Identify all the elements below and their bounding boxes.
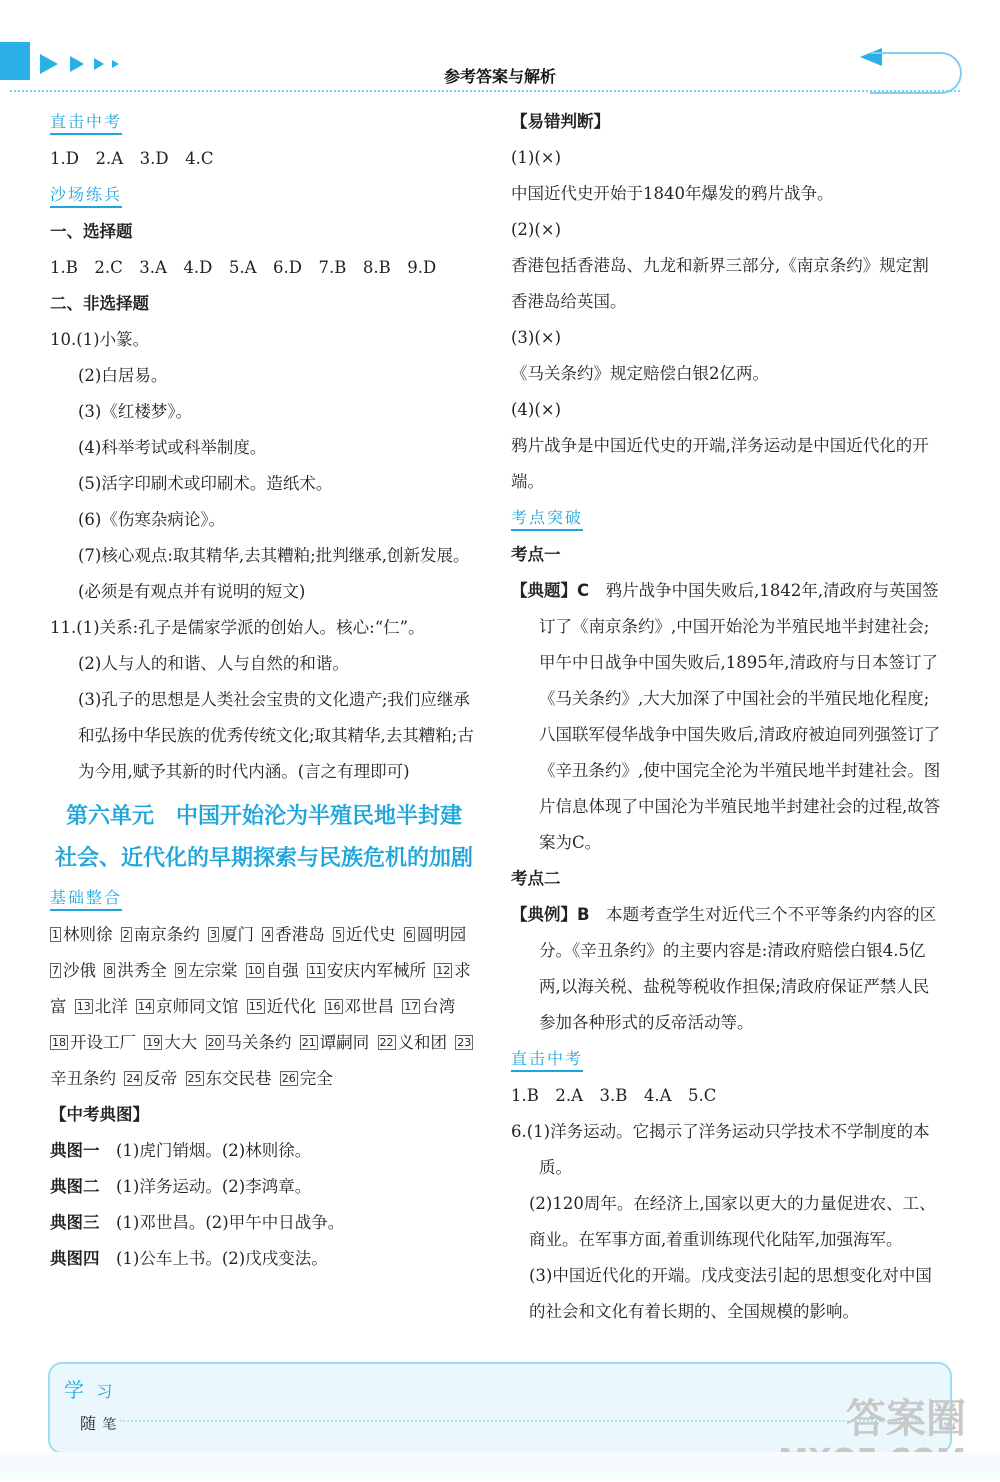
left-column (50, 104, 478, 1277)
blank-number: 21 (301, 1036, 316, 1049)
blank-answer: 南京条约 (133, 925, 200, 944)
fill-blank-item (121, 925, 200, 944)
fill-blank-item (208, 925, 254, 944)
blank-number: 7 (52, 964, 59, 977)
answer-item: 11.(1)关系:孔子是儒家学派的创始人。核心:“仁”。 (50, 618, 425, 637)
typical-figure-label: 典图四 (50, 1249, 100, 1268)
blank-number: 2 (122, 928, 130, 941)
blank-number: 26 (281, 1072, 296, 1085)
error-mark: (4)(×) (511, 400, 562, 419)
header-divider (10, 90, 960, 92)
error-text: 香港包括香港岛、九龙和新界三部分,《南京条约》规定割香港岛给英国。 (511, 256, 929, 311)
blank-answer: 反帝 (144, 1069, 178, 1088)
blank-answer: 台湾 (422, 997, 456, 1016)
blank-answer: 义和团 (397, 1033, 447, 1052)
part-heading: 二、非选择题 (50, 294, 149, 313)
typical-figure-row (50, 1241, 478, 1277)
blank-answer: 辛丑条约 (50, 1069, 116, 1088)
notes-char: 笔 (102, 1417, 117, 1433)
fill-blank-item (325, 997, 395, 1016)
answer-item: (5)活字印刷术或印刷术。造纸术。 (78, 474, 333, 493)
example-label: 【典题】C (511, 581, 590, 600)
answers-line: 1.D 2.A 3.D 4.C (50, 149, 214, 168)
fill-blank-item (124, 1069, 177, 1088)
answers-line: 1.B 2.A 3.B 4.A 5.C (511, 1086, 717, 1105)
typical-figure-label: 典图一 (50, 1141, 100, 1160)
unit-title: 社会、近代化的早期探索与民族危机的加剧 (54, 846, 473, 871)
blank-answer: 林则徐 (63, 925, 113, 944)
section-heading: 考点突破 (511, 507, 583, 531)
blank-answer: 东交民巷 (205, 1069, 272, 1088)
blank-number: 8 (106, 964, 114, 977)
section-heading: 沙场练兵 (50, 184, 122, 208)
error-mark: (2)(×) (511, 220, 562, 239)
fill-blank-item (378, 1033, 448, 1052)
key-point-heading: 考点二 (511, 869, 561, 888)
error-judgment-heading: 【易错判断】 (511, 112, 610, 131)
fill-blank-item (300, 1033, 370, 1052)
fill-blank-item (404, 925, 467, 944)
blank-number: 16 (326, 1000, 341, 1013)
fill-blank-item (175, 961, 238, 980)
answer-item: (2)120周年。在经济上,国家以更大的力量促进农、工、商业。在军事方面,着重训练现代化陆军,加强海军。 (529, 1194, 936, 1249)
fill-blank-item (402, 997, 455, 1016)
blank-number: 18 (52, 1036, 66, 1049)
answer-item: (2)白居易。 (78, 366, 168, 385)
blank-answer: 厦门 (221, 925, 254, 944)
fill-blank-item (333, 925, 396, 944)
blank-number: 15 (248, 1000, 263, 1013)
example-question (511, 897, 941, 1041)
error-text: 鸦片战争是中国近代史的开端,洋务运动是中国近代化的开端。 (511, 436, 929, 491)
example-explanation: 鸦片战争中国失败后,1842年,清政府与英国签订了《南京条约》,中国开始沦为半殖民地半封建社会;甲午中日战争中国失败后,1895年,清政府与日本签订了《马关条约》,大大加深了中国社会的半殖民地化程度;八国联军侵华战争中国失败后,清政府被迫同列强签订了《辛丑条约》,使中国完全沦为半殖民地半封建社会。图片信息体现了中国沦为半殖民地半封建社会的过程,故答案为C。 (539, 581, 941, 852)
notes-char: 学 (64, 1378, 84, 1402)
blank-number: 24 (126, 1072, 141, 1085)
fill-blank-item (50, 925, 113, 944)
fill-blank-item (307, 961, 426, 980)
error-text: 《马关条约》规定赔偿白银2亿两。 (511, 364, 769, 383)
notes-label (64, 1375, 116, 1440)
notes-char: 习 (96, 1382, 113, 1401)
error-mark: (1)(×) (511, 148, 562, 167)
typical-figures-heading: 【中考典图】 (50, 1105, 149, 1124)
blank-number: 6 (405, 928, 413, 941)
blank-number: 9 (177, 964, 184, 977)
key-point-heading: 考点一 (511, 545, 561, 564)
bottom-band (0, 1452, 1000, 1479)
example-explanation: 本题考查学生对近代三个不平等条约内容的区分。《辛丑条约》的主要内容是:清政府赔偿白银4.5亿两,以海关税、盐税等税收作担保;清政府保证严禁人民参加各种形式的反帝活动等。 (539, 905, 937, 1032)
blank-answer: 谭嗣同 (319, 1033, 370, 1052)
blank-number: 3 (210, 928, 217, 941)
answers-line: 1.B 2.C 3.A 4.D 5.A 6.D 7.B 8.B 9.D (50, 258, 437, 277)
typical-figure-text: (1)洋务运动。(2)李鸿章。 (116, 1177, 312, 1196)
blank-answer: 邓世昌 (344, 997, 394, 1016)
right-column (511, 104, 941, 1330)
blank-number: 23 (457, 1036, 472, 1049)
blank-answer: 大大 (164, 1033, 198, 1052)
blank-answer: 沙俄 (63, 961, 96, 980)
fill-blank-item (144, 1033, 197, 1052)
blank-answer: 圆明园 (416, 925, 467, 944)
answer-item: (2)人与人的和谐、人与自然的和谐。 (78, 654, 349, 673)
blank-answer: 北洋 (94, 997, 128, 1016)
fill-blank-item (280, 1069, 333, 1088)
answer-item: 6.(1)洋务运动。它揭示了洋务运动只学技术不学制度的本质。 (511, 1122, 930, 1177)
fill-blank-item (186, 1069, 272, 1088)
fill-blank-item (75, 997, 128, 1016)
blank-answer: 完全 (299, 1069, 333, 1088)
blank-answer: 左宗棠 (188, 961, 238, 980)
notes-char: 随 (80, 1414, 97, 1433)
blank-number: 1 (52, 928, 59, 941)
blank-number: 11 (309, 964, 323, 977)
blank-answer: 开设工厂 (70, 1033, 136, 1052)
error-mark: (3)(×) (511, 328, 562, 347)
typical-figure-text: (1)虎门销烟。(2)林则徐。 (116, 1141, 312, 1160)
section-heading: 基础整合 (50, 887, 122, 911)
blank-number: 17 (404, 1000, 419, 1013)
answer-item: (3)中国近代化的开端。戊戌变法引起的思想变化对中国的社会和文化有着长期的、全国规模的影响。 (529, 1266, 932, 1321)
typical-figure-label: 典图三 (50, 1213, 100, 1232)
part-heading: 一、选择题 (50, 222, 133, 241)
blank-answer: 京师同文馆 (156, 997, 239, 1016)
answer-item: (3)孔子的思想是人类社会宝贵的文化遗产;我们应继承和弘扬中华民族的优秀传统文化;取其精华,去其糟粕;古为今用,赋予其新的时代内涵。(言之有理即可) (78, 690, 474, 781)
fill-blank-item (247, 997, 317, 1016)
blank-number: 14 (138, 1000, 152, 1013)
blank-answer: 香港岛 (275, 925, 325, 944)
blank-number: 20 (207, 1036, 222, 1049)
example-question (511, 573, 941, 861)
blank-number: 4 (264, 928, 272, 941)
watermark-title: 答案圈 (846, 1396, 966, 1442)
page-title: 参考答案与解析 (443, 67, 556, 86)
blank-answer: 安庆内军械所 (327, 961, 426, 980)
fill-blank-item (262, 925, 325, 944)
fill-blank-item (136, 997, 239, 1016)
fill-blank-item (50, 1033, 136, 1052)
blank-answer: 自强 (265, 961, 299, 980)
blank-number: 19 (146, 1036, 161, 1049)
answer-item: 10.(1)小篆。 (50, 330, 150, 349)
blank-number: 13 (76, 1000, 91, 1013)
blank-number: 22 (379, 1036, 394, 1049)
example-label: 【典例】B (511, 905, 590, 924)
answer-item: (6)《伤寒杂病论》。 (78, 510, 226, 529)
fill-blank-item (206, 1033, 292, 1052)
fill-blank-item (104, 961, 167, 980)
answer-item: (4)科举考试或科举制度。 (78, 438, 267, 457)
typical-figure-text: (1)邓世昌。(2)甲午中日战争。 (116, 1213, 345, 1232)
blank-number: 12 (436, 964, 451, 977)
answer-item: (3)《红楼梦》。 (78, 402, 193, 421)
fill-blank-answers (50, 917, 478, 1097)
typical-figure-text: (1)公车上书。(2)戊戌变法。 (116, 1249, 328, 1268)
blank-answer: 马关条约 (225, 1033, 292, 1052)
blank-number: 25 (187, 1072, 202, 1085)
unit-title: 第六单元 中国开始沦为半殖民地半封建 (65, 804, 462, 829)
typical-figure-row (50, 1169, 478, 1205)
typical-figure-label: 典图二 (50, 1177, 100, 1196)
error-text: 中国近代史开始于1840年爆发的鸦片战争。 (511, 184, 834, 203)
section-heading: 直击中考 (511, 1048, 583, 1072)
typical-figure-row (50, 1133, 478, 1169)
blank-answer: 求富 (50, 961, 471, 1016)
section-heading: 直击中考 (50, 111, 122, 135)
typical-figure-row (50, 1205, 478, 1241)
answer-item: (7)核心观点:取其精华,去其糟粕;批判继承,创新发展。(必须是有观点并有说明的短文) (78, 546, 470, 601)
blank-number: 5 (335, 928, 342, 941)
fill-blank-item (246, 961, 299, 980)
blank-answer: 近代化 (266, 997, 317, 1016)
blank-answer: 洪秀全 (117, 961, 167, 980)
fill-blank-item (50, 961, 96, 980)
blank-answer: 近代史 (346, 925, 396, 944)
blank-number: 10 (247, 964, 262, 977)
